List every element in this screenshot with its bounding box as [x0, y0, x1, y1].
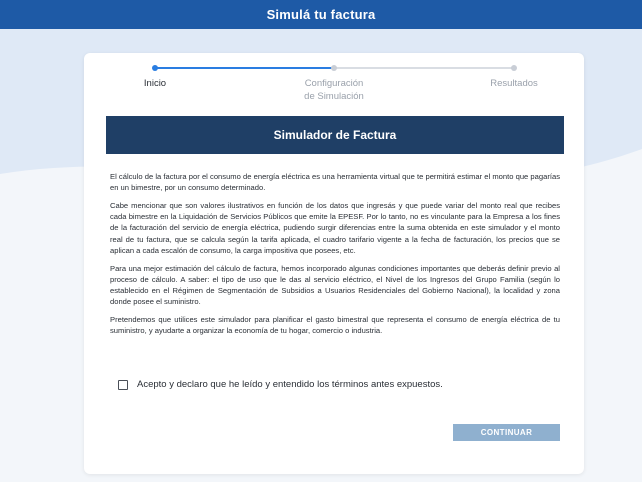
terms-paragraph: Cabe mencionar que son valores ilustrativos en función de los datos que ingresás y que puede variar del monto real que recibes cada bimestre en la Liquidación de Servicios Públicos que emite la EPESF. Por lo tanto, no es vinculante para la Empresa a los fines de la facturación del servicio de energía eléctrica, pudiendo surgir diferencias entre la suma obtenida en este simulador y el monto real de tu factura, que se calcula según la tarifa aplicada, el cuadro tarifario vigente a la fecha de facturación, los precios que se aplican a cada escalón de consumo, la carga impositiva que posees, etc. — [110, 201, 560, 255]
simulator-title: Simulador de Factura — [273, 128, 397, 142]
terms-paragraph: El cálculo de la factura por el consumo de energía eléctrica es una herramienta virtual que te permitirá estimar el monto que pagarías en un bimestre, por un consumo determinado. — [110, 172, 560, 193]
step-label-resultados: Resultados — [490, 78, 538, 89]
step-label-configuracion: Configuración de Simulación — [304, 78, 364, 102]
accept-terms-label[interactable]: Acepto y declaro que he leído y entendido los términos antes expuestos. — [137, 379, 443, 390]
simulator-header — [106, 116, 564, 154]
step-indicator-resultados — [511, 65, 517, 71]
step-indicator-configuracion — [331, 65, 337, 71]
terms-text — [110, 171, 560, 343]
step-connector-1 — [157, 67, 335, 69]
continue-button[interactable]: CONTINUAR — [453, 424, 560, 441]
simulator-card — [84, 53, 584, 474]
step-label-inicio: Inicio — [143, 78, 167, 89]
terms-paragraph: Para una mejor estimación del cálculo de factura, hemos incorporado algunas condiciones importantes que deberás definir previo al proceso de cálculo. A saber: el tipo de uso que le das al servicio eléctrico, el Nivel de los Ingresos del Grupo Familia (según lo establecido en el Régimen de Segmentación de Subsidios a Usuarios Residenciales del Gobierno Nacional), la localidad y zona donde posee el suministro. — [110, 263, 560, 307]
step-connector-2 — [335, 67, 513, 69]
accept-terms-row[interactable] — [118, 379, 443, 390]
step-indicator-inicio — [152, 65, 158, 71]
terms-paragraph: Pretendemos que utilices este simulador para planificar el gasto bimestral que representa el consumo de energía eléctrica de tu suministro, y ayudarte a organizar la economía de tu hogar, comercio o industria. — [110, 315, 560, 336]
page-title: Simulá tu factura — [266, 7, 376, 22]
top-bar — [0, 0, 642, 29]
accept-terms-checkbox[interactable] — [118, 380, 128, 390]
stepper — [84, 53, 584, 113]
